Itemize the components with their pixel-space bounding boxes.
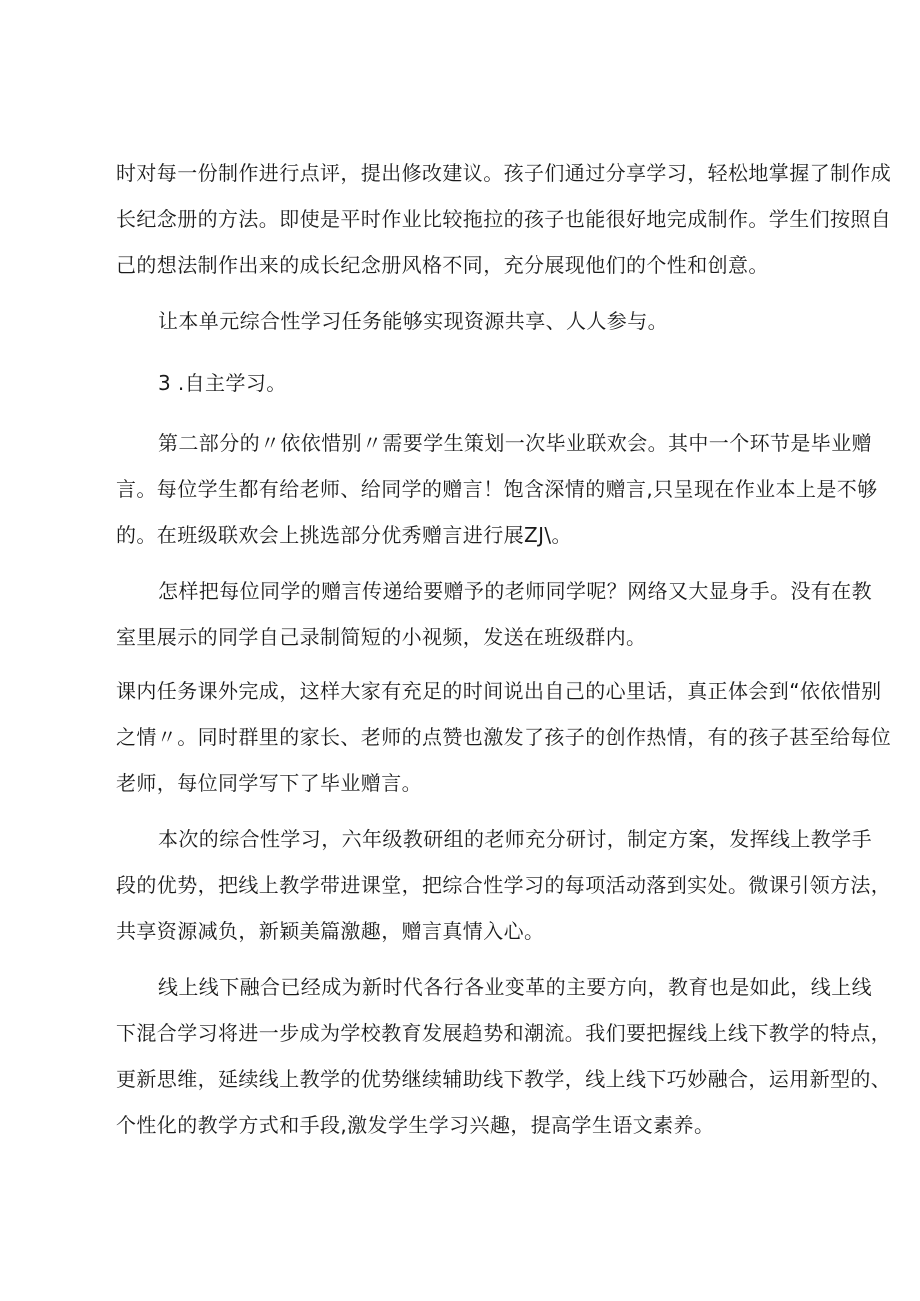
- text-line: 己的想法制作出来的成长纪念册风格不同，充分展现他们的个性和创意。: [116, 253, 769, 277]
- text-line: 共享资源减负，新颖美篇激趣，赠言真情入心。: [116, 919, 545, 943]
- text-line: 更新思维，延续线上教学的优势继续辅助线下教学，线上线下巧妙融合，运用新型的、: [116, 1067, 892, 1091]
- text-line: 之情〃。同时群里的家长、老师的点赞也激发了孩子的创作热情，有的孩子甚至给每位: [116, 725, 892, 749]
- text-line: 的。在班级联欢会上挑选部分优秀赠言进行展ZJ\。: [116, 523, 572, 547]
- text-line: 让本单元综合性学习任务能够实现资源共享、人人参与。: [158, 309, 668, 333]
- paragraph-conclusion: [116, 964, 892, 1148]
- text-line: 时对每一份制作进行点评，提出修改建议。孩子们通过分享学习，轻松地掌握了制作成: [116, 161, 892, 185]
- text-line: 本次的综合性学习，六年级教研组的老师充分研讨，制定方案，发挥线上教学手: [158, 827, 872, 851]
- text-line: 长纪念册的方法。即使是平时作业比较拖拉的孩子也能很好地完成制作。学生们按照自: [116, 207, 892, 231]
- paragraph-growth-album: [116, 150, 892, 288]
- text-line: 言。每位学生都有给老师、给同学的赠言！饱含深情的赠言,只呈现在作业本上是不够: [116, 477, 878, 501]
- text-line: 怎样把每位同学的赠言传递给要赠予的老师同学呢？网络又大显身手。没有在教: [158, 579, 872, 603]
- text-line: 个性化的教学方式和手段,激发学生学习兴趣，提高学生语文素养。: [116, 1113, 715, 1137]
- text-line: 段的优势，把线上教学带进课堂，把综合性学习的每项活动落到实处。微课引领方法，: [116, 873, 892, 897]
- text-line: 课内任务课外完成，这样大家有充足的时间说出自己的心里话，真正体会到“依依惜别: [116, 679, 882, 703]
- section-heading-self-study: [116, 360, 816, 406]
- paragraph-homework-outside-class: [116, 668, 892, 806]
- text-line: 室里展示的同学自己录制简短的小视频，发送在班级群内。: [116, 625, 647, 649]
- text-line: 老师，每位同学写下了毕业赠言。: [116, 771, 422, 795]
- text-line: 第二部分的〃依依惜别〃需要学生策划一次毕业联欢会。其中一个环节是毕业赠: [158, 431, 872, 455]
- text-line: 线上线下融合已经成为新时代各行各业变革的主要方向，教育也是如此，线上线: [158, 975, 872, 999]
- paragraph-research-summary: [116, 816, 892, 954]
- text-line: 3 .自主学习。: [158, 371, 287, 395]
- paragraph-farewell-party: [116, 420, 878, 558]
- paragraph-online-messages: [116, 568, 872, 660]
- paragraph-resource-sharing: [116, 298, 816, 344]
- text-line: 下混合学习将进一步成为学校教育发展趋势和潮流。我们要把握线上线下教学的特点，: [116, 1021, 892, 1045]
